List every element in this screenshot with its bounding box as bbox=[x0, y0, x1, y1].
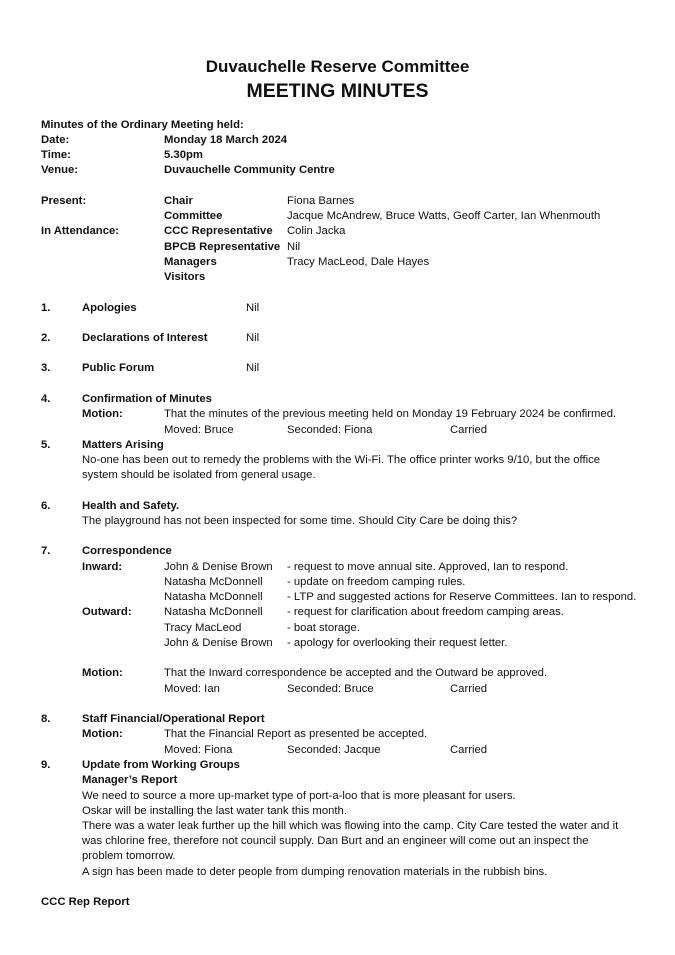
committee-title: Duvauchelle Reserve Committee bbox=[205, 57, 470, 76]
correspondence-note: - LTP and suggested actions for Reserve Committees. Ian to respond. bbox=[287, 591, 637, 603]
time-value: 5.30pm bbox=[164, 149, 203, 161]
item-title-working-groups: Update from Working Groups bbox=[82, 759, 240, 771]
ccc-role: CCC Representative bbox=[164, 225, 273, 237]
manager-report-heading: Manager’s Report bbox=[82, 774, 178, 786]
correspondence-note: - request for clarification about freedom camping areas. bbox=[287, 606, 564, 618]
apologies-value: Nil bbox=[246, 302, 260, 314]
motion-result: Carried bbox=[450, 744, 488, 756]
item-title-health: Health and Safety. bbox=[82, 500, 180, 512]
venue-value: Duvauchelle Community Centre bbox=[164, 164, 335, 176]
report-text-line: A sign has been made to deter people from dumping renovation materials in the rubbish bins. bbox=[82, 866, 548, 878]
report-text-line: was chlorine free, therefore not council supply. Dan Burt and an engineer will come out an inspect the bbox=[82, 835, 589, 847]
motion-text: That the minutes of the previous meeting held on Monday 19 February 2024 be confirmed. bbox=[164, 408, 617, 420]
moved-by: Moved: Bruce bbox=[164, 424, 234, 436]
correspondence-note: - apology for overlooking their request letter. bbox=[287, 637, 508, 649]
correspondence-from: John & Denise Brown bbox=[164, 561, 273, 573]
correspondence-from: Natasha McDonnell bbox=[164, 591, 263, 603]
item-number: 4. bbox=[41, 393, 51, 405]
item-number: 2. bbox=[41, 332, 51, 344]
health-text-line: The playground has not been inspected for some time. Should City Care be doing this? bbox=[82, 515, 518, 527]
time-label: Time: bbox=[41, 149, 71, 161]
committee-role: Committee bbox=[164, 210, 223, 222]
item-title-matters: Matters Arising bbox=[82, 439, 164, 451]
motion-label: Motion: bbox=[82, 408, 123, 420]
bpcb-names: Nil bbox=[287, 241, 301, 253]
item-number: 3. bbox=[41, 362, 51, 374]
document-title: MEETING MINUTES bbox=[246, 80, 429, 102]
seconded-by: Seconded: Jacque bbox=[287, 744, 381, 756]
report-text-line: There was a water leak further up the hill which was flowing into the camp. City Care tested the water and it bbox=[82, 820, 619, 832]
present-label: Present: bbox=[41, 195, 87, 207]
motion-text: That the Financial Report as presented be accepted. bbox=[164, 728, 428, 740]
in-attendance-label: In Attendance: bbox=[41, 225, 120, 237]
committee-names: Jacque McAndrew, Bruce Watts, Geoff Carter, Ian Whenmouth bbox=[287, 210, 601, 222]
matters-text-line: system should be isolated from general usage. bbox=[82, 469, 316, 481]
correspondence-from: John & Denise Brown bbox=[164, 637, 273, 649]
matters-text-line: No-one has been out to remedy the problems with the Wi-Fi. The office printer works 9/10, but the office bbox=[82, 454, 601, 466]
item-number: 8. bbox=[41, 713, 51, 725]
report-text-line: Oskar will be installing the last water tank this month. bbox=[82, 805, 347, 817]
item-number: 1. bbox=[41, 302, 51, 314]
item-number: 5. bbox=[41, 439, 51, 451]
correspondence-note: - request to move annual site. Approved, Ian to respond. bbox=[287, 561, 569, 573]
ccc-rep-report-heading: CCC Rep Report bbox=[41, 896, 130, 908]
item-number: 7. bbox=[41, 545, 51, 557]
seconded-by: Seconded: Fiona bbox=[287, 424, 373, 436]
outward-label: Outward: bbox=[82, 606, 132, 618]
visitors-role: Visitors bbox=[164, 271, 206, 283]
item-number: 6. bbox=[41, 500, 51, 512]
correspondence-from: Tracy MacLeod bbox=[164, 622, 242, 634]
moved-by: Moved: Ian bbox=[164, 683, 220, 695]
chair-role: Chair bbox=[164, 195, 193, 207]
report-text-line: We need to source a more up-market type of port-a-loo that is more pleasant for users. bbox=[82, 790, 516, 802]
motion-text: That the Inward correspondence be accepted and the Outward be approved. bbox=[164, 667, 548, 679]
report-text-line: problem tomorrow. bbox=[82, 850, 176, 862]
item-title-confirmation: Confirmation of Minutes bbox=[82, 393, 212, 405]
managers-role: Managers bbox=[164, 256, 217, 268]
forum-value: Nil bbox=[246, 362, 260, 374]
item-title-staff: Staff Financial/Operational Report bbox=[82, 713, 265, 725]
correspondence-note: - update on freedom camping rules. bbox=[287, 576, 466, 588]
ccc-names: Colin Jacka bbox=[287, 225, 346, 237]
bpcb-role: BPCB Representative bbox=[164, 241, 281, 253]
item-title-apologies: Apologies bbox=[82, 302, 137, 314]
meeting-intro: Minutes of the Ordinary Meeting held: bbox=[41, 119, 244, 131]
declarations-value: Nil bbox=[246, 332, 260, 344]
correspondence-from: Natasha McDonnell bbox=[164, 606, 263, 618]
moved-by: Moved: Fiona bbox=[164, 744, 233, 756]
motion-result: Carried bbox=[450, 424, 488, 436]
item-title-correspondence: Correspondence bbox=[82, 545, 172, 557]
correspondence-from: Natasha McDonnell bbox=[164, 576, 263, 588]
chair-names: Fiona Barnes bbox=[287, 195, 355, 207]
seconded-by: Seconded: Bruce bbox=[287, 683, 374, 695]
managers-names: Tracy MacLeod, Dale Hayes bbox=[287, 256, 430, 268]
date-value: Monday 18 March 2024 bbox=[164, 134, 288, 146]
correspondence-note: - boat storage. bbox=[287, 622, 360, 634]
motion-result: Carried bbox=[450, 683, 488, 695]
item-title-declarations: Declarations of Interest bbox=[82, 332, 208, 344]
date-label: Date: bbox=[41, 134, 70, 146]
inward-label: Inward: bbox=[82, 561, 123, 573]
item-number: 9. bbox=[41, 759, 51, 771]
item-title-forum: Public Forum bbox=[82, 362, 155, 374]
motion-label: Motion: bbox=[82, 728, 123, 740]
motion-label: Motion: bbox=[82, 667, 123, 679]
venue-label: Venue: bbox=[41, 164, 79, 176]
